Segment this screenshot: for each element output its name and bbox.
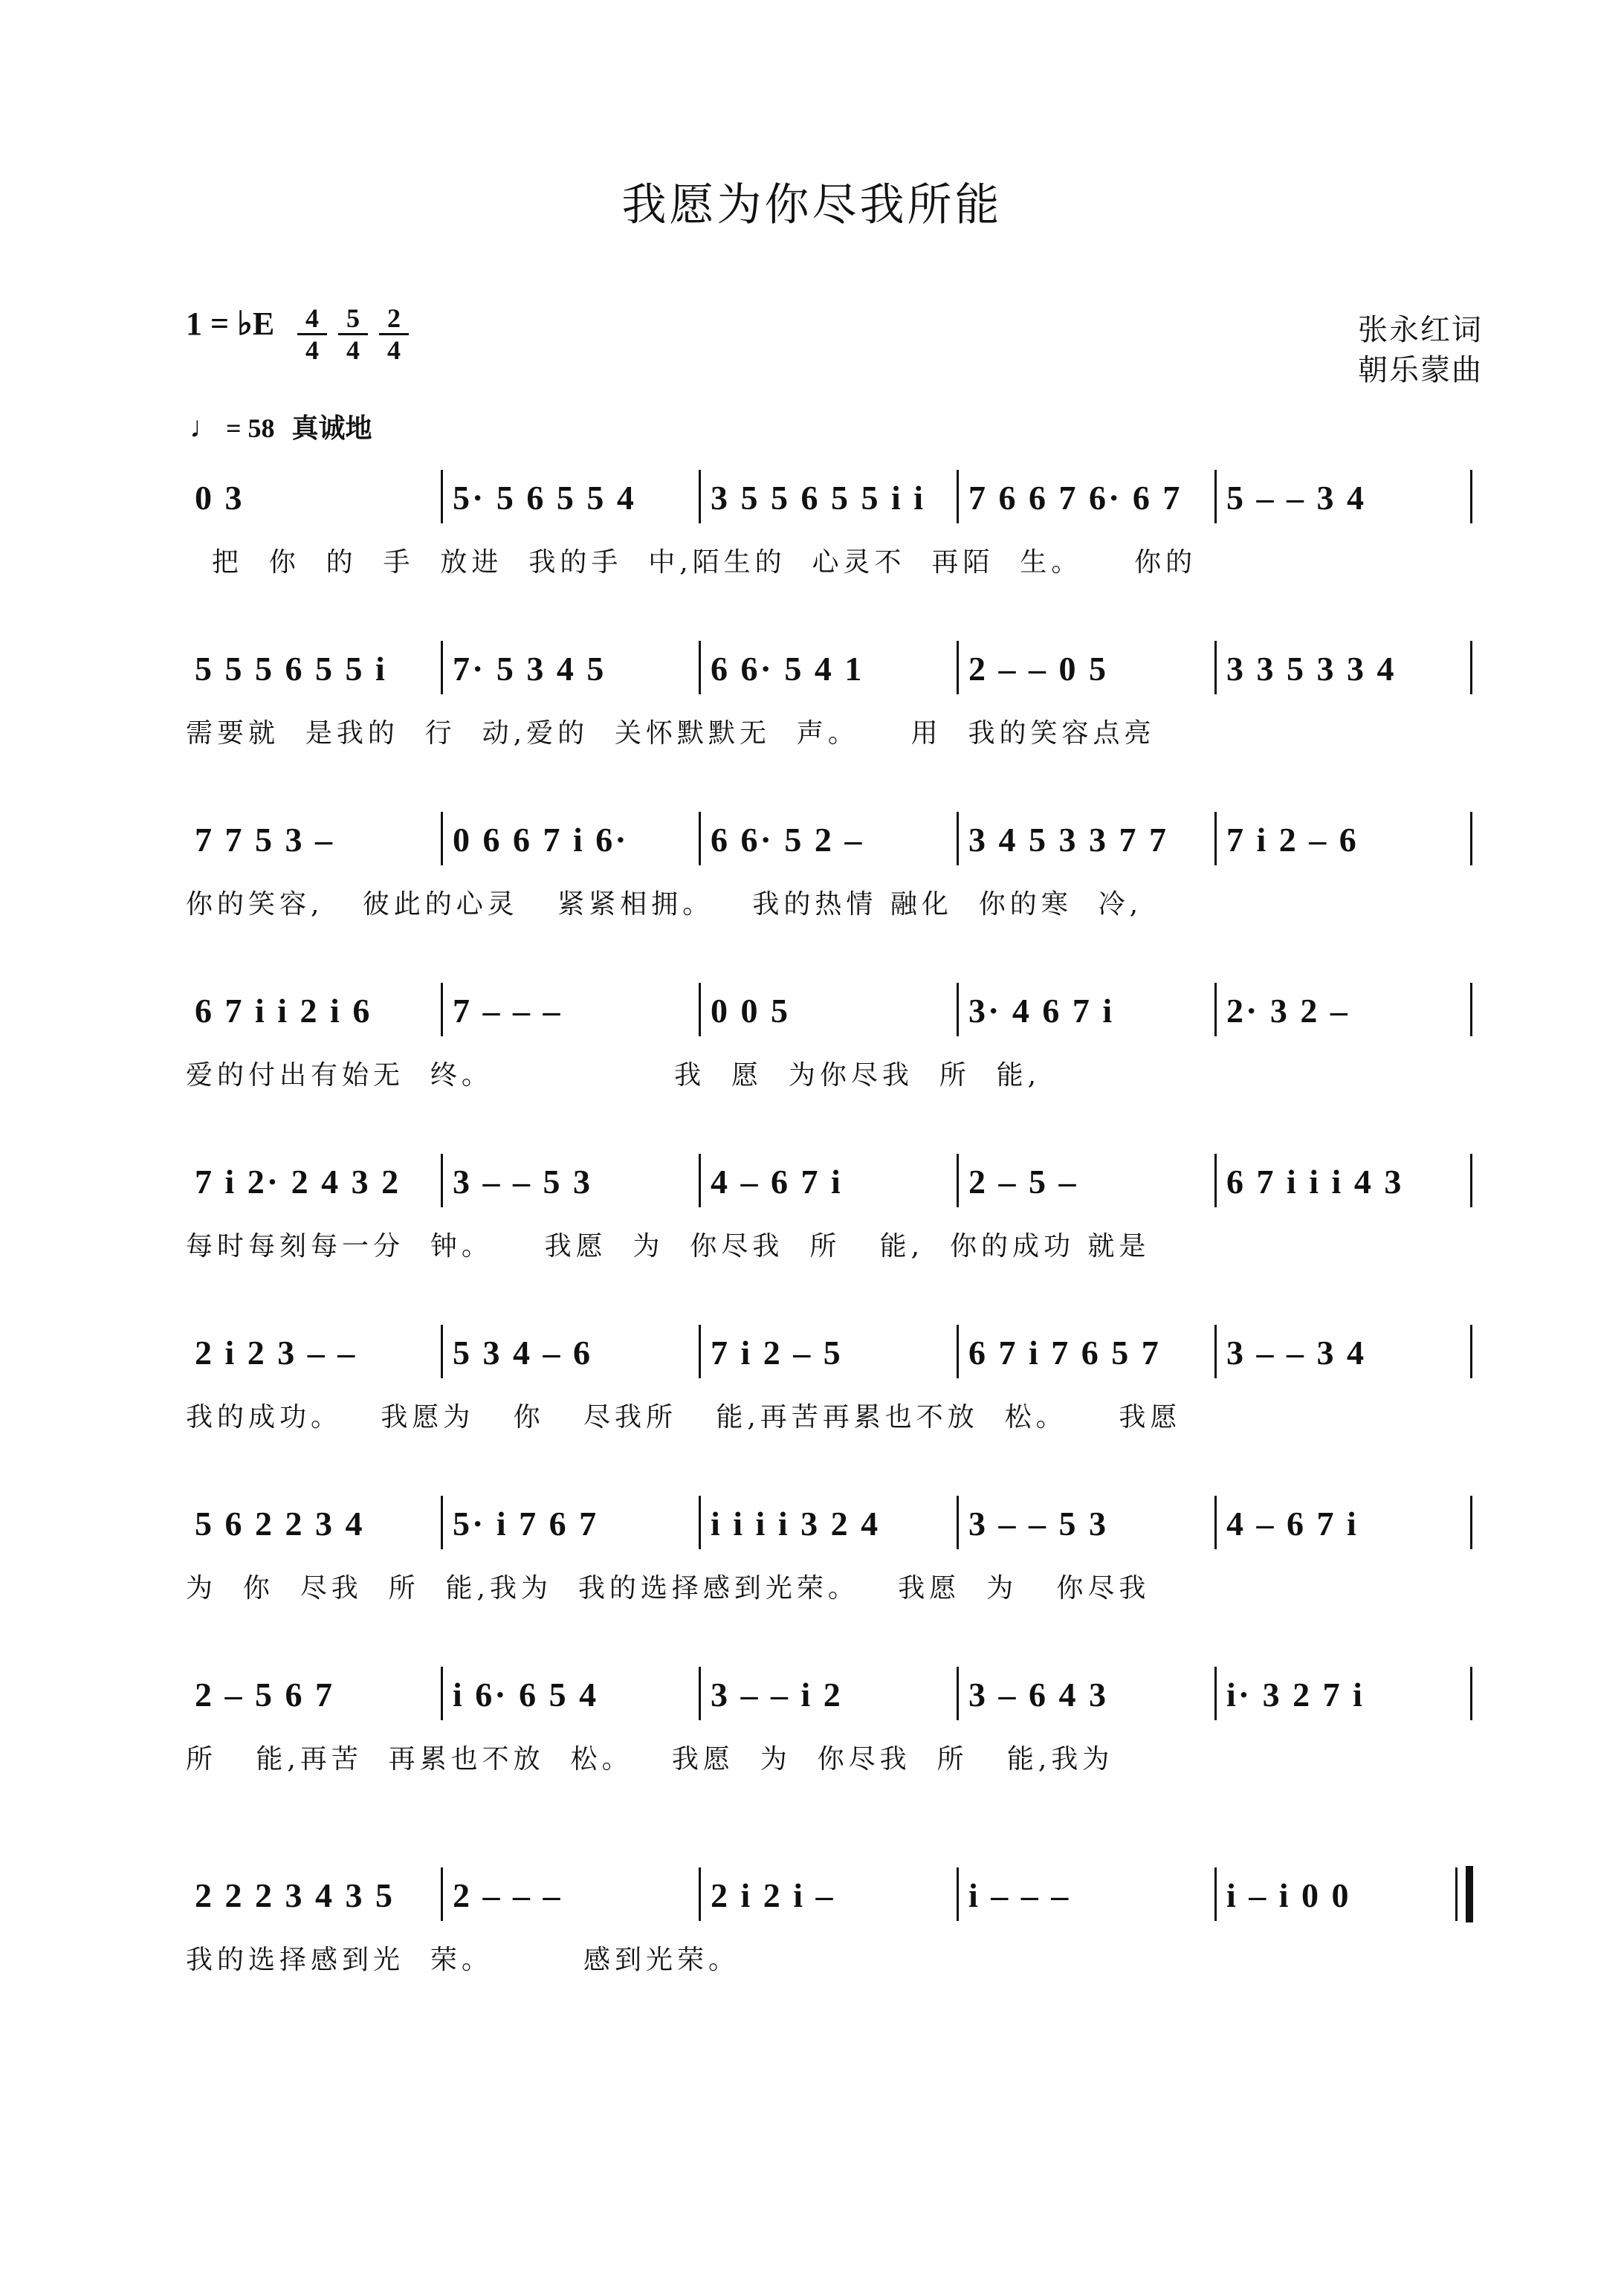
lyrics-line: 把 你 的 手 放进 我的手 中,陌生的 心灵不 再陌 生。 你的 xyxy=(186,547,1197,578)
bar-line xyxy=(699,812,701,865)
measure: 6 6· 5 2 – xyxy=(711,821,864,859)
lyrics-line: 你的笑容, 彼此的心灵 紧紧相拥。 我的热情 融化 你的寒 冷, xyxy=(186,889,1143,920)
measure: 3 – – 3 4 xyxy=(1226,1334,1366,1372)
measure: 6 7 i 7 6 5 7 xyxy=(968,1334,1161,1372)
measure: 3 – – 5 3 xyxy=(968,1505,1108,1543)
bar-line xyxy=(699,1667,701,1720)
bar-line xyxy=(699,1154,701,1207)
bar-line xyxy=(699,1325,701,1378)
measure: 3 4 5 3 3 7 7 xyxy=(968,821,1168,859)
measure: 0 3 xyxy=(195,479,245,517)
key-signature: 1 = ♭E xyxy=(186,306,275,342)
bar-line xyxy=(1214,1325,1217,1378)
bar-line xyxy=(1470,1154,1472,1207)
bar-line xyxy=(441,641,443,694)
measure: 7 – – – xyxy=(453,992,563,1030)
bar-line xyxy=(1214,470,1217,523)
composer: 朝乐蒙曲 xyxy=(1358,353,1483,387)
lyrics-line: 需要就 是我的 行 动,爱的 关怀默默无 声。 用 我的笑容点亮 xyxy=(186,718,1156,749)
lyricist: 张永红词 xyxy=(1358,313,1483,347)
measure: 2 – 5 6 7 xyxy=(195,1676,334,1714)
tempo-expression: 真诚地 xyxy=(291,413,372,443)
bar-line xyxy=(957,812,959,865)
bar-line xyxy=(957,1867,959,1921)
lyrics-line: 所 能,再苦 再累也不放 松。 我愿 为 你尽我 所 能,我为 xyxy=(186,1744,1114,1775)
bar-line xyxy=(1470,1667,1472,1720)
bar-line xyxy=(441,1496,443,1549)
measure: 2 i 2 3 – – xyxy=(195,1334,358,1372)
measure: 3 – – i 2 xyxy=(711,1676,843,1714)
measure: 2 – 5 – xyxy=(968,1163,1078,1201)
measure: 7 i 2· 2 4 3 2 xyxy=(195,1163,401,1201)
lyrics-line: 我的选择感到光 荣。 感到光荣。 xyxy=(186,1945,740,1975)
bar-line xyxy=(441,1867,443,1921)
bar-line xyxy=(441,812,443,865)
tempo-value: = 58 xyxy=(226,413,275,443)
final-bar-thick xyxy=(1466,1866,1473,1922)
measure: 5 5 5 6 5 5 i xyxy=(195,650,387,688)
measure: 3 – 6 4 3 xyxy=(968,1676,1108,1714)
quarter-note-icon: ♩ xyxy=(190,410,219,444)
measure: 7 i 2 – 5 xyxy=(711,1334,843,1372)
measure: 7 7 5 3 – xyxy=(195,821,334,859)
lyrics-line: 每时每刻每一分 钟。 我愿 为 你尽我 所 能, 你的成功 就是 xyxy=(186,1231,1151,1262)
bar-line xyxy=(441,1667,443,1720)
lyrics-line: 我的成功。 我愿为 你 尽我所 能,再苦再累也不放 松。 我愿 xyxy=(186,1402,1182,1433)
measure: 3· 4 6 7 i xyxy=(968,992,1115,1030)
measure: 4 – 6 7 i xyxy=(711,1163,843,1201)
time-signature-1: 4 4 xyxy=(297,305,327,364)
measure: 2 – – 0 5 xyxy=(968,650,1108,688)
bar-line xyxy=(699,983,701,1036)
bar-line xyxy=(1214,812,1217,865)
measure: 6 7 i i 2 i 6 xyxy=(195,992,372,1030)
bar-line xyxy=(957,983,959,1036)
measure: 5 3 4 – 6 xyxy=(453,1334,592,1372)
bar-line xyxy=(1214,641,1217,694)
bar-line xyxy=(1214,1496,1217,1549)
measure: i 6· 6 5 4 xyxy=(453,1676,599,1714)
measure: 7 6 6 7 6· 6 7 xyxy=(968,479,1183,517)
bar-line xyxy=(957,1154,959,1207)
bar-line xyxy=(1214,983,1217,1036)
measure: i i i i 3 2 4 xyxy=(711,1505,881,1543)
measure: 3 5 5 6 5 5 i i xyxy=(711,479,926,517)
bar-line xyxy=(699,1867,701,1921)
measure: 7 i 2 – 6 xyxy=(1226,821,1359,859)
lyrics-line: 为 你 尽我 所 能,我为 我的选择感到光荣。 我愿 为 你尽我 xyxy=(186,1573,1151,1604)
measure: 0 0 5 xyxy=(711,992,790,1030)
bar-line xyxy=(1470,1496,1472,1549)
measure: 2 – – – xyxy=(453,1876,563,1914)
final-bar-thin xyxy=(1455,1867,1458,1921)
bar-line xyxy=(1214,1867,1217,1921)
measure: 6 6· 5 4 1 xyxy=(711,650,864,688)
measure: 2 2 2 3 4 3 5 xyxy=(195,1876,395,1914)
bar-line xyxy=(1470,470,1472,523)
measure: 2 i 2 i – xyxy=(711,1876,835,1914)
measure: 5 – – 3 4 xyxy=(1226,479,1366,517)
measure: 3 – – 5 3 xyxy=(453,1163,592,1201)
bar-line xyxy=(1470,1325,1472,1378)
bar-line xyxy=(441,1325,443,1378)
measure: i – i 0 0 xyxy=(1226,1876,1351,1914)
bar-line xyxy=(1470,983,1472,1036)
time-signature-2: 5 4 xyxy=(338,305,368,364)
bar-line xyxy=(441,983,443,1036)
bar-line xyxy=(957,470,959,523)
bar-line xyxy=(699,470,701,523)
measure: 5 6 2 2 3 4 xyxy=(195,1505,365,1543)
song-title: 我愿为你尽我所能 xyxy=(621,179,1003,231)
measure: 5· 5 6 5 5 4 xyxy=(453,479,636,517)
measure: 6 7 i i i 4 3 xyxy=(1226,1163,1404,1201)
measure: 2· 3 2 – xyxy=(1226,992,1350,1030)
measure: 5· i 7 6 7 xyxy=(453,1505,599,1543)
measure: 3 3 5 3 3 4 xyxy=(1226,650,1397,688)
bar-line xyxy=(1470,641,1472,694)
measure: i· 3 2 7 i xyxy=(1226,1676,1365,1714)
lyrics-line: 爱的付出有始无 终。 我 愿 为你尽我 所 能, xyxy=(186,1060,1041,1091)
measure: 7· 5 3 4 5 xyxy=(453,650,606,688)
bar-line xyxy=(1470,812,1472,865)
bar-line xyxy=(1214,1667,1217,1720)
bar-line xyxy=(699,641,701,694)
tempo-marking xyxy=(190,407,372,445)
bar-line xyxy=(957,1667,959,1720)
measure: 0 6 6 7 i 6· xyxy=(453,821,629,859)
measure: i – – – xyxy=(968,1876,1071,1914)
time-signature-3: 2 4 xyxy=(379,305,409,364)
bar-line xyxy=(441,1154,443,1207)
bar-line xyxy=(1214,1154,1217,1207)
bar-line xyxy=(699,1496,701,1549)
bar-line xyxy=(441,470,443,523)
bar-line xyxy=(957,1496,959,1549)
measure: 4 – 6 7 i xyxy=(1226,1505,1359,1543)
bar-line xyxy=(957,1325,959,1378)
bar-line xyxy=(957,641,959,694)
